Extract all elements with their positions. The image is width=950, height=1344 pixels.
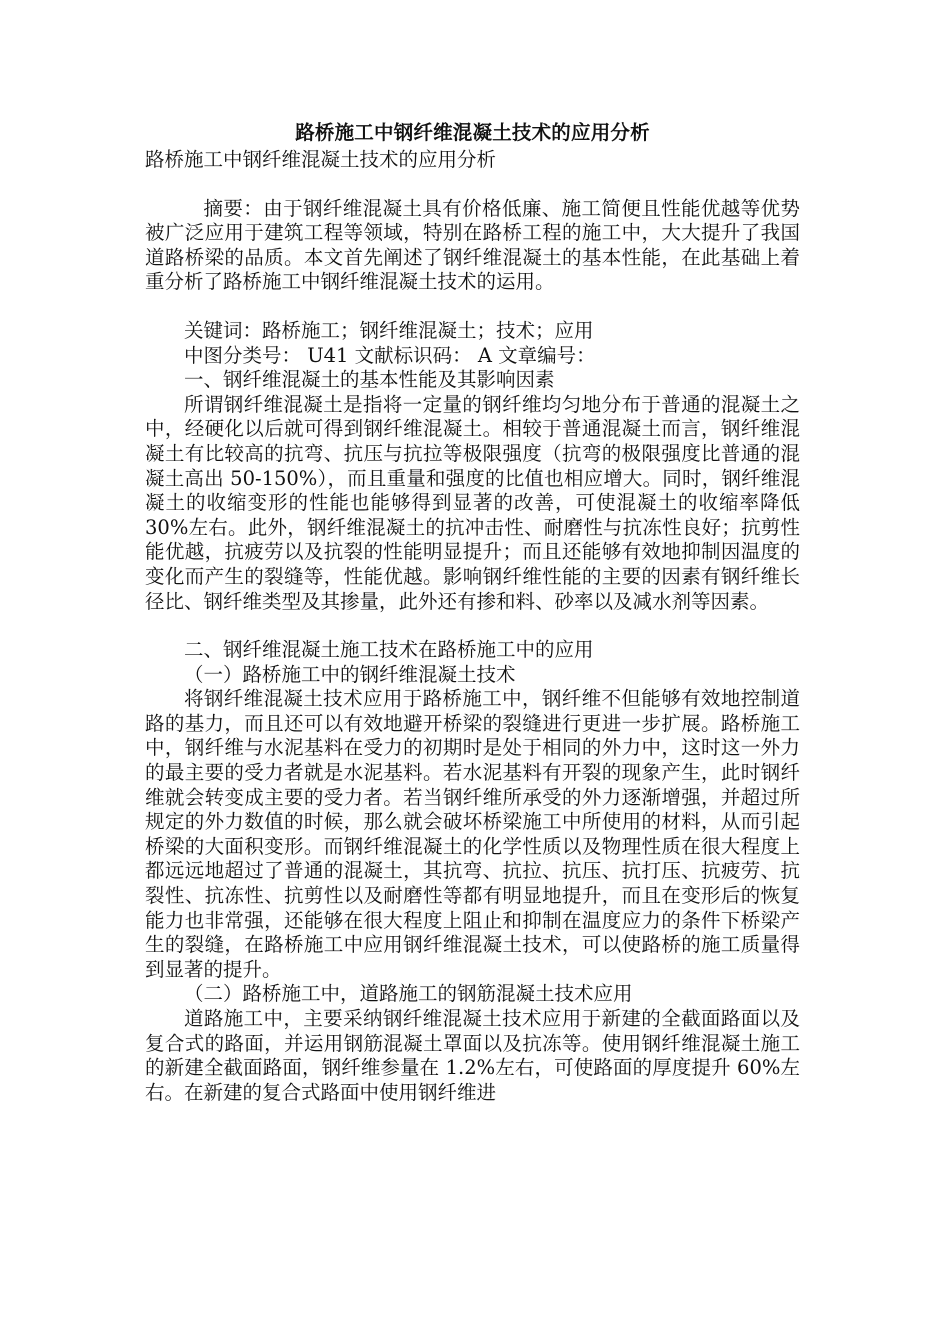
document-subtitle: 路桥施工中钢纤维混凝土技术的应用分析 (145, 148, 497, 171)
section1-body: 所谓钢纤维混凝土是指将一定量的钢纤维均匀地分布于普通的混凝土之中，经硬化以后就可得到钢纤维混凝土。相较于普通混凝土而言，钢纤维混凝土有比较高的抗弯、抗压与抗拉等极限强度（抗弯的极限强度比普通的混凝土高出 50-150%），而且重量和强度的比值也相应增大。同时，钢纤维混凝土的收缩变形的性能也能够得到显著的改善，可使混凝土的收缩率降低 30%左右。此外，钢纤维混凝土的抗冲击性、耐磨性与抗冻性良好；抗剪性能优越，抗疲劳以及抗裂的性能明显提升；而且还能够有效地抑制因温度的变化而产生的裂缝等，性能优越。影响钢纤维性能的主要的因素有钢纤维长径比、钢纤维类型及其掺量，此外还有掺和料、砂率以及减水剂等因素。 (145, 392, 800, 613)
classification-line: 中图分类号： U41 文献标识码： A 文章编号： (184, 343, 596, 367)
section2-2-body: 道路施工中，主要采纳钢纤维混凝土技术应用于新建的全截面路面以及复合式的路面，并运用钢筋混凝土罩面以及抗冻等。使用钢纤维混凝土施工的新建全截面路面，钢纤维参量在 1.2%左右，可使路面的厚度提升 60%左右。在新建的复合式路面中使用钢纤维进 (145, 1007, 800, 1104)
section2-heading: 二、钢纤维混凝土施工技术在路桥施工中的应用 (184, 638, 594, 662)
section2-1-heading: （一）路桥施工中的钢纤维混凝土技术 (184, 662, 516, 686)
section2-2-heading: （二）路桥施工中，道路施工的钢筋混凝土技术应用 (184, 982, 633, 1006)
section1-heading: 一、钢纤维混凝土的基本性能及其影响因素 (184, 368, 555, 392)
document-page (145, 118, 800, 1105)
keywords-line: 关键词：路桥施工；钢纤维混凝土；技术；应用 (184, 318, 594, 342)
abstract-paragraph: 摘要：由于钢纤维混凝土具有价格低廉、施工简便且性能优越等优势被广泛应用于建筑工程等领域，特别在路桥工程的施工中，大大提升了我国道路桥梁的品质。本文首先阐述了钢纤维混凝土的基本性能，在此基础上着重分析了路桥施工中钢纤维混凝土技术的运用。 (145, 196, 800, 294)
document-title: 路桥施工中钢纤维混凝土技术的应用分析 (295, 121, 650, 144)
section2-1-body: 将钢纤维混凝土技术应用于路桥施工中，钢纤维不但能够有效地控制道路的基力，而且还可以有效地避开桥梁的裂缝进行更进一步扩展。路桥施工中，钢纤维与水泥基料在受力的初期时是处于相同的外力中，这时这一外力的最主要的受力者就是水泥基料。若水泥基料有开裂的现象产生，此时钢纤维就会转变成主要的受力者。若当钢纤维所承受的外力逐渐增强，并超过所规定的外力数值的时候，那么就会破坏桥梁施工中所使用的材料，从而引起桥梁的大面积变形。而钢纤维混凝土的化学性质以及物理性质在很大程度上都远远地超过了普通的混凝土，其抗弯、抗拉、抗压、抗打压、抗疲劳、抗裂性、抗冻性、抗剪性以及耐磨性等都有明显地提升，而且在变形后的恢复能力也非常强，还能够在很大程度上阻止和抑制在温度应力的条件下桥梁产生的裂缝，在路桥施工中应用钢纤维混凝土技术，可以使路桥的施工质量得到显著的提升。 (145, 687, 800, 981)
